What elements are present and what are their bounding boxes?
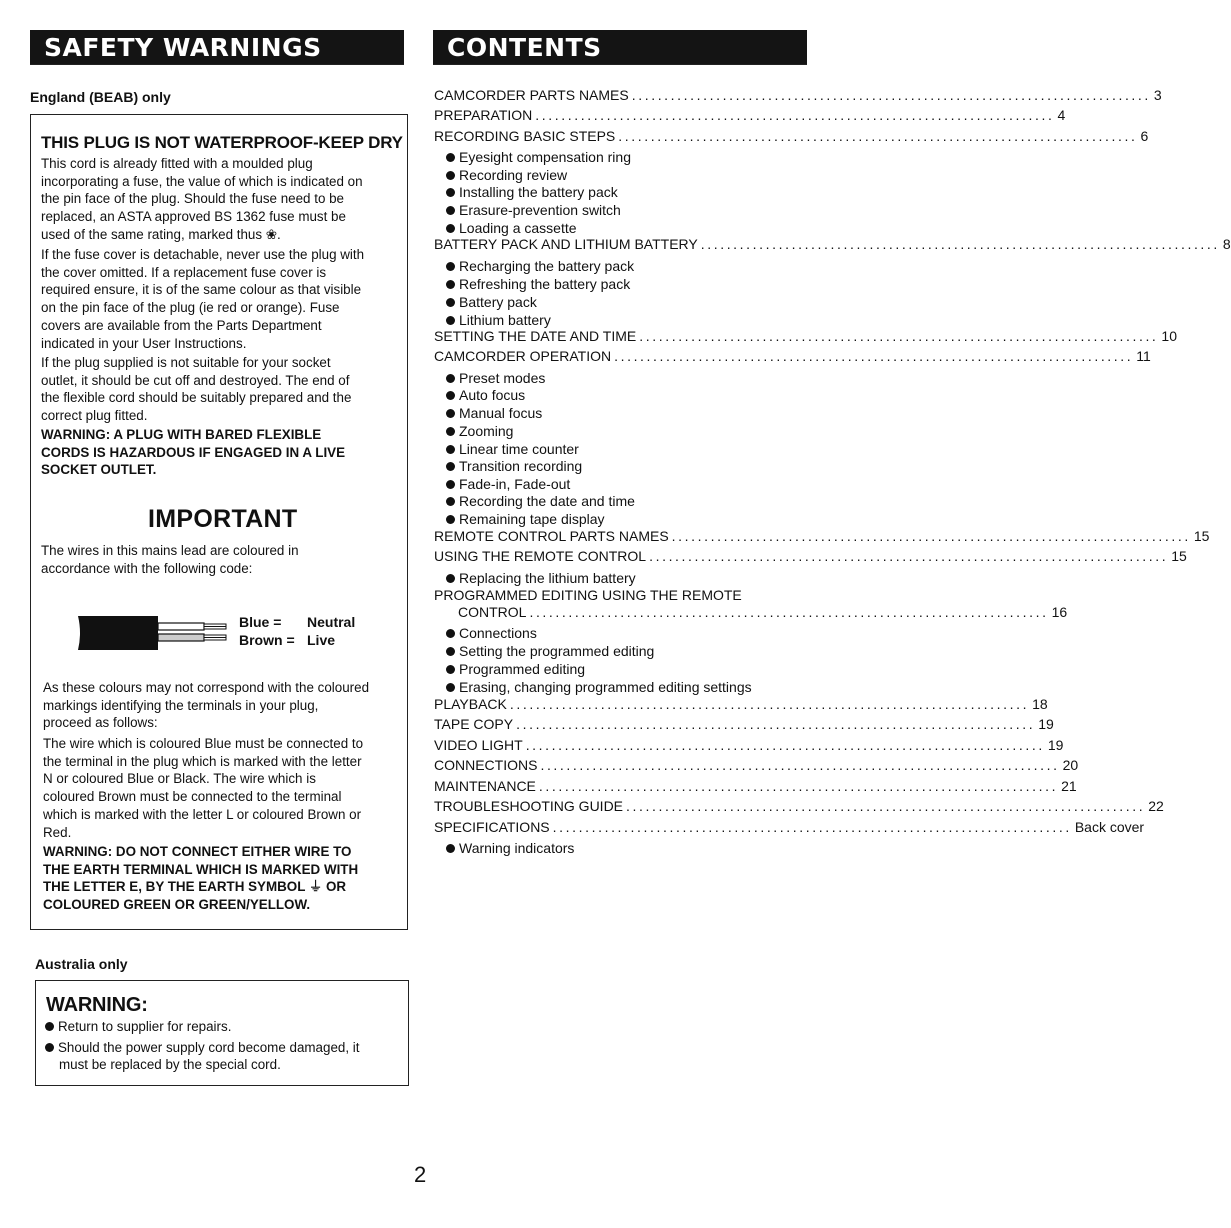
banner-rule xyxy=(30,64,404,65)
bullet-dot-icon xyxy=(446,445,455,454)
toc-subitem xyxy=(446,201,621,219)
toc-subitem xyxy=(446,492,635,510)
toc-leader-dots: ................................................................................ xyxy=(649,548,1169,564)
toc-entry[interactable] xyxy=(434,106,1066,124)
wire-connection-paragraph xyxy=(43,735,363,841)
toc-subitem xyxy=(446,569,636,587)
toc-entry[interactable] xyxy=(434,756,1079,774)
toc-entry[interactable] xyxy=(434,235,1231,253)
earth-terminal-warning xyxy=(43,843,358,914)
toc-subitem-label: Linear time counter xyxy=(459,441,579,457)
para-line: accordance with the following code: xyxy=(41,560,253,576)
para-line: As these colours may not correspond with the coloured xyxy=(43,680,370,695)
toc-entry-title: TROUBLESHOOTING GUIDE xyxy=(434,798,624,814)
toc-subitem-label: Loading a cassette xyxy=(459,220,577,236)
warning-line: WARNING: DO NOT CONNECT EITHER WIRE TO xyxy=(43,844,352,859)
bullet-dot-icon xyxy=(446,188,455,197)
toc-entry-page: 15 xyxy=(1193,528,1210,544)
bullet-dot-icon xyxy=(446,647,455,656)
bullet-dot-icon xyxy=(446,374,455,383)
warning-line: WARNING: A PLUG WITH BARED FLEXIBLE xyxy=(41,427,322,442)
page-number: 2 xyxy=(414,1162,427,1187)
bullet-dot-icon xyxy=(446,844,455,853)
para-line: This cord is already fitted with a moulded plug xyxy=(41,156,313,171)
neutral-label: Neutral xyxy=(307,614,356,630)
toc-entry-title: PROGRAMMED EDITING USING THE REMOTE xyxy=(434,587,742,603)
toc-entry[interactable] xyxy=(434,127,1149,145)
warning-line: THE LETTER E, BY THE EARTH SYMBOL ⏚ OR xyxy=(43,879,347,895)
toc-subitem xyxy=(446,257,634,275)
para-line: incorporating a fuse, the value of which is indicated on xyxy=(41,173,363,189)
para-line: the flexible cord should be suitably prepared and the xyxy=(41,390,352,406)
toc-leader-dots: ................................................................................ xyxy=(618,128,1138,144)
toc-entry-page: 3 xyxy=(1153,87,1162,103)
toc-subitem-label: Recharging the battery pack xyxy=(459,258,635,274)
toc-subitem-label: Eyesight compensation ring xyxy=(459,149,631,165)
bared-cord-warning xyxy=(41,426,345,479)
toc-subitem xyxy=(446,293,537,311)
toc-leader-dots: ................................................................................ xyxy=(671,528,1191,544)
para-line: the cover omitted. If a replacement fuse cover is xyxy=(41,264,327,280)
bullet-dot-icon xyxy=(446,480,455,489)
para-line: proceed as follows: xyxy=(43,715,158,731)
toc-entry-title: VIDEO LIGHT xyxy=(434,737,523,753)
para-line: which is marked with the letter L or coloured Brown or xyxy=(43,806,362,822)
toc-subitem xyxy=(446,404,542,422)
toc-entry-page: Back cover xyxy=(1074,819,1145,835)
bullet-dot-icon xyxy=(446,574,455,583)
toc-leader-dots: ................................................................................ xyxy=(535,107,1055,123)
australia-only-label: Australia only xyxy=(35,956,128,972)
toc-entry-page: 16 xyxy=(1051,604,1068,620)
toc-entry-page: 4 xyxy=(1057,107,1066,123)
toc-entry-page: 22 xyxy=(1148,798,1164,814)
toc-subitem-label: Fade-in, Fade-out xyxy=(459,476,571,492)
toc-entry[interactable] xyxy=(434,818,1145,836)
toc-entry-page: 18 xyxy=(1032,696,1048,712)
banner-rule xyxy=(433,64,807,65)
toc-leader-dots: ................................................................................ xyxy=(631,87,1151,103)
mains-cable-diagram xyxy=(76,614,232,652)
toc-entry-title: TAPE COPY xyxy=(434,716,514,732)
toc-entry[interactable] xyxy=(434,603,1068,621)
warning-line: THE EARTH TERMINAL WHICH IS MARKED WITH xyxy=(43,861,359,877)
toc-subitem xyxy=(446,624,537,642)
toc-entry-title: SETTING THE DATE AND TIME xyxy=(434,328,637,344)
toc-entry[interactable] xyxy=(434,347,1151,365)
toc-entry-page: 11 xyxy=(1136,348,1151,364)
bullet-dot-icon xyxy=(446,171,455,180)
australia-warning-title: WARNING: xyxy=(46,994,148,1016)
toc-subitem-label: Recording review xyxy=(459,167,568,183)
toc-entry[interactable] xyxy=(434,86,1162,104)
toc-entry[interactable] xyxy=(434,736,1064,754)
bullet-text: Return to supplier for repairs. xyxy=(58,1019,232,1034)
safety-warnings-banner: SAFETY WARNINGS xyxy=(30,30,404,64)
live-label: Live xyxy=(307,632,336,648)
plug-box-title: THIS PLUG IS NOT WATERPROOF-KEEP DRY xyxy=(41,133,403,152)
toc-subitem xyxy=(446,678,752,696)
para-line: The wire which is coloured Blue must be connected to xyxy=(43,736,364,751)
bullet-dot-icon xyxy=(446,629,455,638)
para-line: used of the same rating, marked thus ❀. xyxy=(41,226,281,242)
toc-entry-page: 15 xyxy=(1171,548,1187,564)
para-line: coloured Brown must be connected to the terminal xyxy=(43,789,342,805)
fuse-cover-paragraph xyxy=(41,246,364,352)
para-line: If the plug supplied is not suitable for your socket xyxy=(41,355,331,370)
toc-entry[interactable] xyxy=(434,547,1187,565)
toc-subitem xyxy=(446,166,567,184)
toc-entry-title: CAMCORDER OPERATION xyxy=(434,348,612,364)
toc-leader-dots: ................................................................................ xyxy=(700,236,1220,252)
toc-entry-page: 21 xyxy=(1061,778,1077,794)
bullet-item xyxy=(45,1019,231,1034)
bullet-dot-icon xyxy=(446,224,455,233)
toc-leader-dots: ................................................................................ xyxy=(529,604,1049,620)
bullet-continuation: must be replaced by the special cord. xyxy=(59,1057,281,1072)
toc-entry-page: 10 xyxy=(1161,328,1177,344)
bullet-dot-icon xyxy=(45,1022,54,1031)
toc-subitem-label: Erasure-prevention switch xyxy=(459,202,621,218)
toc-subitem xyxy=(446,660,585,678)
bullet-dot-icon xyxy=(446,153,455,162)
toc-leader-dots: ................................................................................ xyxy=(525,737,1045,753)
para-line: covers are available from the Parts Department xyxy=(41,317,322,333)
para-line: Red. xyxy=(43,824,72,840)
para-line: correct plug fitted. xyxy=(41,408,148,424)
important-heading: IMPORTANT xyxy=(148,505,298,533)
toc-subitem-label: Warning indicators xyxy=(459,840,575,856)
para-line: the pin face of the plug. Should the fuse need to be xyxy=(41,191,345,207)
bullet-dot-icon xyxy=(446,206,455,215)
toc-subitem-label: Connections xyxy=(459,625,537,641)
toc-subitem-label: Zooming xyxy=(459,423,514,439)
para-line: on the pin face of the plug (ie red or orange). Fuse xyxy=(41,300,340,316)
toc-entry-title: BATTERY PACK AND LITHIUM BATTERY xyxy=(434,236,698,252)
colour-mismatch-paragraph xyxy=(43,679,369,732)
toc-subitem xyxy=(446,839,574,857)
toc-leader-dots: ................................................................................ xyxy=(538,778,1059,794)
toc-subitem-label: Installing the battery pack xyxy=(459,184,618,200)
toc-entry[interactable] xyxy=(434,797,1164,815)
toc-subitem xyxy=(446,275,630,293)
bullet-dot-icon xyxy=(446,409,455,418)
toc-subitem-label: Refreshing the battery pack xyxy=(459,276,631,292)
warning-line: SOCKET OUTLET. xyxy=(41,462,157,478)
bullet-dot-icon xyxy=(446,298,455,307)
toc-entry[interactable] xyxy=(434,527,1210,545)
toc-subitem-label: Programmed editing xyxy=(459,661,586,677)
warning-line: COLOURED GREEN OR GREEN/YELLOW. xyxy=(43,897,311,913)
toc-subitem xyxy=(446,510,605,528)
toc-subitem xyxy=(446,440,579,458)
bullet-dot-icon xyxy=(446,515,455,524)
toc-leader-dots: ................................................................................ xyxy=(639,328,1159,344)
bullet-text: Should the power supply cord become damaged, it xyxy=(58,1040,360,1055)
wires-intro-paragraph xyxy=(41,542,299,577)
toc-subitem-label: Lithium battery xyxy=(459,312,551,328)
toc-entry-title: USING THE REMOTE CONTROL xyxy=(434,548,647,564)
bullet-dot-icon xyxy=(446,262,455,271)
bullet-dot-icon xyxy=(446,280,455,289)
unsuitable-plug-paragraph xyxy=(41,354,351,425)
toc-subitem xyxy=(446,457,582,475)
toc-subitem-label: Manual focus xyxy=(459,405,543,421)
bullet-dot-icon xyxy=(446,497,455,506)
toc-subitem xyxy=(446,642,654,660)
toc-subitem xyxy=(446,475,570,493)
toc-entry-title: PREPARATION xyxy=(434,107,533,123)
bullet-dot-icon xyxy=(446,316,455,325)
para-line: indicated in your User Instructions. xyxy=(41,335,247,351)
fuse-paragraph xyxy=(41,155,363,244)
para-line: required ensure, it is of the same colour as that visible xyxy=(41,282,362,298)
bullet-dot-icon xyxy=(446,462,455,471)
warning-line: CORDS IS HAZARDOUS IF ENGAGED IN A LIVE xyxy=(41,444,346,460)
bullet-dot-icon xyxy=(446,391,455,400)
toc-entry-title: CONNECTIONS xyxy=(434,757,538,773)
bullet-dot-icon xyxy=(45,1043,54,1052)
toc-entry[interactable] xyxy=(434,777,1077,795)
toc-subitem-label: Remaining tape display xyxy=(459,511,605,527)
toc-subitem xyxy=(446,148,631,166)
toc-subitem-label: Preset modes xyxy=(459,370,546,386)
toc-entry-page: 19 xyxy=(1038,716,1054,732)
toc-entry-page: 20 xyxy=(1062,757,1079,773)
toc-subitem-label: Erasing, changing programmed editing settings xyxy=(459,679,752,695)
para-line: outlet, it should be cut off and destroyed. The end of xyxy=(41,372,350,388)
para-line: The wires in this mains lead are coloured in xyxy=(41,543,299,558)
para-line: markings identifying the terminals in your plug, xyxy=(43,697,319,713)
toc-entry-title: CAMCORDER PARTS NAMES xyxy=(434,87,629,103)
contents-banner: CONTENTS xyxy=(433,30,807,64)
para-line: N or coloured Blue or Black. The wire which is xyxy=(43,771,316,787)
toc-subitem xyxy=(446,386,525,404)
england-only-label: England (BEAB) only xyxy=(30,89,171,105)
bullet-dot-icon xyxy=(446,665,455,674)
toc-entry-title: PLAYBACK xyxy=(434,696,507,712)
toc-leader-dots: ................................................................................ xyxy=(614,348,1134,364)
toc-subitem xyxy=(446,422,513,440)
blue-wire-label: Blue = xyxy=(239,614,282,630)
toc-subitem-label: Replacing the lithium battery xyxy=(459,570,636,586)
toc-subitem-label: Setting the programmed editing xyxy=(459,643,655,659)
toc-leader-dots: ................................................................................ xyxy=(516,716,1036,732)
toc-subitem-label: Auto focus xyxy=(459,387,526,403)
toc-entry-page: 6 xyxy=(1140,128,1149,144)
toc-leader-dots: ................................................................................ xyxy=(552,819,1072,835)
toc-entry-page: 8 xyxy=(1222,236,1231,252)
toc-subitem xyxy=(446,369,545,387)
toc-leader-dots: ................................................................................ xyxy=(540,757,1060,773)
toc-entry[interactable] xyxy=(434,715,1054,733)
bullet-item xyxy=(45,1040,359,1055)
toc-subitem xyxy=(446,183,618,201)
para-line: the terminal in the plug which is marked with the letter xyxy=(43,753,362,769)
toc-entry-title: RECORDING BASIC STEPS xyxy=(434,128,616,144)
brown-wire-label: Brown = xyxy=(239,632,295,648)
toc-entry-title: CONTROL xyxy=(458,604,527,620)
para-line: replaced, an ASTA approved BS 1362 fuse must be xyxy=(41,209,346,225)
toc-entry-title: REMOTE CONTROL PARTS NAMES xyxy=(434,528,669,544)
toc-entry-page: 19 xyxy=(1047,737,1064,753)
bullet-dot-icon xyxy=(446,427,455,436)
toc-entry[interactable] xyxy=(434,695,1048,713)
toc-leader-dots: ................................................................................ xyxy=(509,696,1030,712)
toc-subitem-label: Recording the date and time xyxy=(459,493,635,509)
bullet-dot-icon xyxy=(446,683,455,692)
para-line: If the fuse cover is detachable, never use the plug with xyxy=(41,247,365,262)
toc-subitem-label: Battery pack xyxy=(459,294,537,310)
toc-entry[interactable] xyxy=(434,327,1177,345)
toc-subitem-label: Transition recording xyxy=(459,458,583,474)
toc-leader-dots: ................................................................................ xyxy=(626,798,1146,814)
toc-entry-title: MAINTENANCE xyxy=(434,778,536,794)
toc-entry-title: SPECIFICATIONS xyxy=(434,819,550,835)
